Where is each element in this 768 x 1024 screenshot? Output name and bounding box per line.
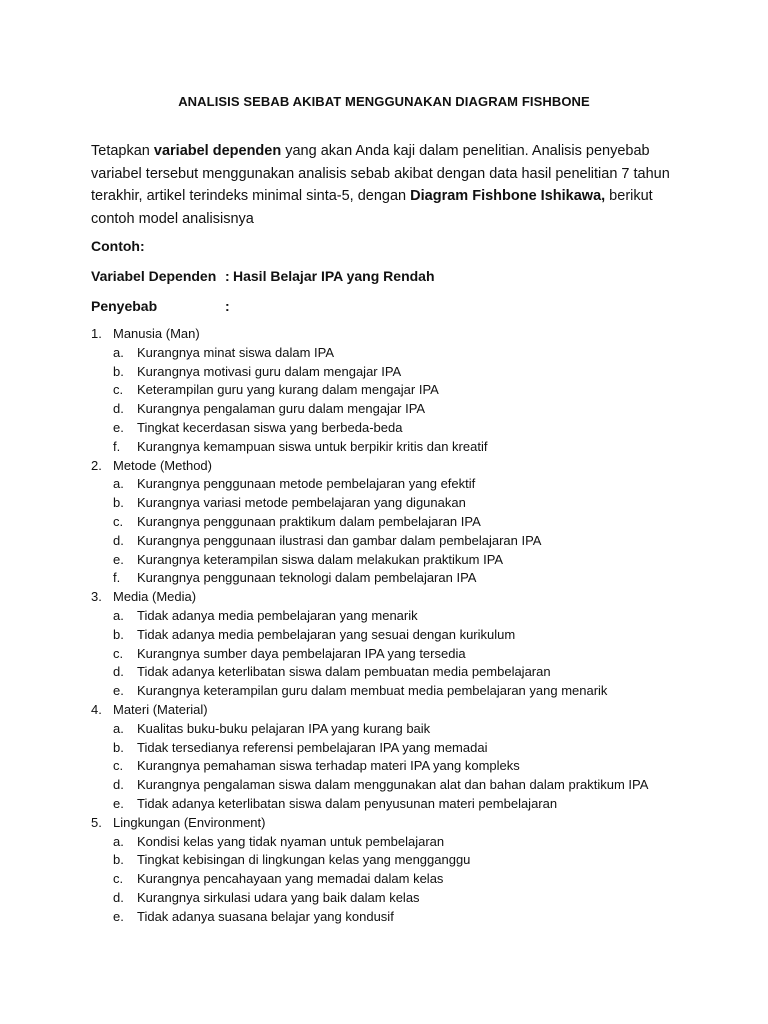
cause-item <box>91 438 648 457</box>
cause-item <box>91 569 648 588</box>
cause-item-text: Keterampilan guru yang kurang dalam mengajar IPA <box>137 382 439 398</box>
cause-item-text: Kurangnya keterampilan siswa dalam melakukan praktikum IPA <box>137 551 504 567</box>
cause-item-text: Kurangnya pengalaman siswa dalam menggunakan alat dan bahan dalam praktikum IPA <box>137 777 649 793</box>
cause-item <box>91 532 648 551</box>
cause-item-text: Tidak adanya media pembelajaran yang menarik <box>137 607 418 623</box>
cause-item-text: Kurangnya kemampuan siswa untuk berpikir kritis dan kreatif <box>137 438 488 454</box>
cause-item-letter: c. <box>113 758 124 774</box>
cause-item-letter: c. <box>113 513 124 529</box>
cause-item-text: Tingkat kebisingan di lingkungan kelas yang mengganggu <box>137 852 471 868</box>
cause-item <box>91 475 648 494</box>
cause-item-text: Kurangnya motivasi guru dalam mengajar IPA <box>137 363 402 379</box>
cause-item-text: Kurangnya penggunaan ilustrasi dan gambar dalam pembelajaran IPA <box>137 532 542 548</box>
cause-item <box>91 513 648 532</box>
cause-item <box>91 682 648 701</box>
cause-item <box>91 776 648 795</box>
cause-item-letter: c. <box>113 382 124 398</box>
cause-item-letter: d. <box>113 532 124 548</box>
cause-item-letter: f. <box>113 438 121 454</box>
cause-item <box>91 739 648 758</box>
intro-text-2: yang akan Anda kaji dalam penelitian. Analisis penyebab variabel tersebut menggunakan analisis sebab akibat dengan data hasil penelitian 7 tahun terakhir, artikel terindeks minimal sinta-5, dengan <box>91 143 670 204</box>
cause-item-text: Kurangnya penggunaan praktikum dalam pembelajaran IPA <box>137 513 481 529</box>
cause-item-text: Tidak tersedianya referensi pembelajaran IPA yang memadai <box>137 739 488 755</box>
cause-category <box>91 588 648 607</box>
cause-item <box>91 908 648 927</box>
variabel-value: Hasil Belajar IPA yang Rendah <box>233 268 435 284</box>
cause-name: Manusia (Man) <box>113 326 200 341</box>
cause-item-letter: a. <box>113 607 124 623</box>
cause-item <box>91 663 648 682</box>
cause-item-letter: f. <box>113 570 121 586</box>
cause-item-letter: a. <box>113 476 124 492</box>
penyebab-separator: : <box>225 298 230 314</box>
cause-item-letter: a. <box>113 720 124 736</box>
cause-item-text: Tingkat kecerdasan siswa yang berbeda-beda <box>137 419 403 435</box>
cause-item-letter: d. <box>113 777 124 793</box>
cause-item <box>91 400 648 419</box>
cause-item-letter: e. <box>113 551 124 567</box>
variabel-label: Variabel Dependen <box>91 268 217 284</box>
intro-bold-fishbone: Diagram Fishbone Ishikawa, <box>410 188 606 204</box>
contoh-label: Contoh: <box>91 238 145 254</box>
cause-category <box>91 325 648 344</box>
cause-item-text: Tidak adanya media pembelajaran yang sesuai dengan kurikulum <box>137 626 516 642</box>
cause-number: 5. <box>91 814 102 830</box>
cause-item <box>91 851 648 870</box>
page-title: ANALISIS SEBAB AKIBAT MENGGUNAKAN DIAGRAM FISHBONE <box>178 94 590 109</box>
cause-item <box>91 363 648 382</box>
cause-category <box>91 457 648 476</box>
cause-item <box>91 551 648 570</box>
cause-number: 1. <box>91 326 102 341</box>
cause-item-letter: c. <box>113 871 124 887</box>
cause-item-letter: e. <box>113 795 124 811</box>
cause-item-letter: e. <box>113 683 124 699</box>
variabel-separator: : <box>225 268 230 284</box>
cause-item <box>91 607 648 626</box>
cause-item-letter: b. <box>113 363 124 379</box>
cause-name: Lingkungan (Environment) <box>113 814 266 830</box>
cause-item-text: Kurangnya sumber daya pembelajaran IPA yang tersedia <box>137 645 466 661</box>
cause-item <box>91 795 648 814</box>
cause-item-text: Kurangnya keterampilan guru dalam membuat media pembelajaran yang menarik <box>137 683 608 699</box>
cause-item-letter: b. <box>113 626 124 642</box>
cause-item <box>91 645 648 664</box>
causes-list <box>91 325 648 927</box>
intro-text-3: berikut contoh model analisisnya <box>91 188 653 227</box>
cause-item-letter: b. <box>113 852 124 868</box>
cause-item-letter: c. <box>113 645 124 661</box>
cause-item <box>91 381 648 400</box>
cause-name: Metode (Method) <box>113 457 212 473</box>
cause-item-text: Kurangnya penggunaan teknologi dalam pembelajaran IPA <box>137 570 477 586</box>
cause-name: Materi (Material) <box>113 701 208 717</box>
cause-item <box>91 626 648 645</box>
cause-item-letter: d. <box>113 889 124 905</box>
cause-item-letter: e. <box>113 419 124 435</box>
cause-item-text: Tidak adanya keterlibatan siswa dalam penyusunan materi pembelajaran <box>137 795 558 811</box>
cause-category <box>91 814 648 833</box>
penyebab-label: Penyebab <box>91 298 158 314</box>
cause-item <box>91 494 648 513</box>
intro-paragraph <box>91 140 691 230</box>
cause-item <box>91 419 648 438</box>
cause-item-text: Tidak adanya keterlibatan siswa dalam pembuatan media pembelajaran <box>137 664 551 680</box>
cause-item-text: Kurangnya minat siswa dalam IPA <box>137 344 335 360</box>
cause-item <box>91 833 648 852</box>
cause-item-text: Kondisi kelas yang tidak nyaman untuk pembelajaran <box>137 833 445 849</box>
cause-item <box>91 757 648 776</box>
cause-item-text: Kurangnya pencahayaan yang memadai dalam kelas <box>137 871 444 887</box>
cause-item-text: Kurangnya pemahaman siswa terhadap materi IPA yang kompleks <box>137 758 520 774</box>
cause-item <box>91 344 648 363</box>
cause-item-letter: a. <box>113 344 124 360</box>
cause-item-text: Tidak adanya suasana belajar yang kondusif <box>137 908 394 924</box>
cause-number: 3. <box>91 589 102 605</box>
intro-text-1: Tetapkan <box>91 143 154 159</box>
cause-item-text: Kualitas buku-buku pelajaran IPA yang kurang baik <box>137 720 431 736</box>
cause-item-letter: d. <box>113 664 124 680</box>
cause-number: 4. <box>91 701 102 717</box>
cause-item-letter: e. <box>113 908 124 924</box>
penyebab-row <box>91 298 233 314</box>
cause-item-text: Kurangnya pengalaman guru dalam mengajar IPA <box>137 401 426 417</box>
cause-item <box>91 870 648 889</box>
cause-item-letter: b. <box>113 739 124 755</box>
variabel-row <box>91 268 435 284</box>
intro-bold-variabel: variabel dependen <box>153 143 282 159</box>
cause-item-text: Kurangnya variasi metode pembelajaran yang digunakan <box>137 495 466 511</box>
cause-name: Media (Media) <box>113 589 197 605</box>
cause-item <box>91 720 648 739</box>
cause-item-letter: a. <box>113 833 124 849</box>
cause-category <box>91 701 648 720</box>
cause-number: 2. <box>91 457 102 473</box>
cause-item <box>91 889 648 908</box>
cause-item-letter: b. <box>113 495 124 511</box>
cause-item-text: Kurangnya penggunaan metode pembelajaran yang efektif <box>137 476 476 492</box>
cause-item-text: Kurangnya sirkulasi udara yang baik dalam kelas <box>137 889 420 905</box>
cause-item-letter: d. <box>113 401 124 417</box>
